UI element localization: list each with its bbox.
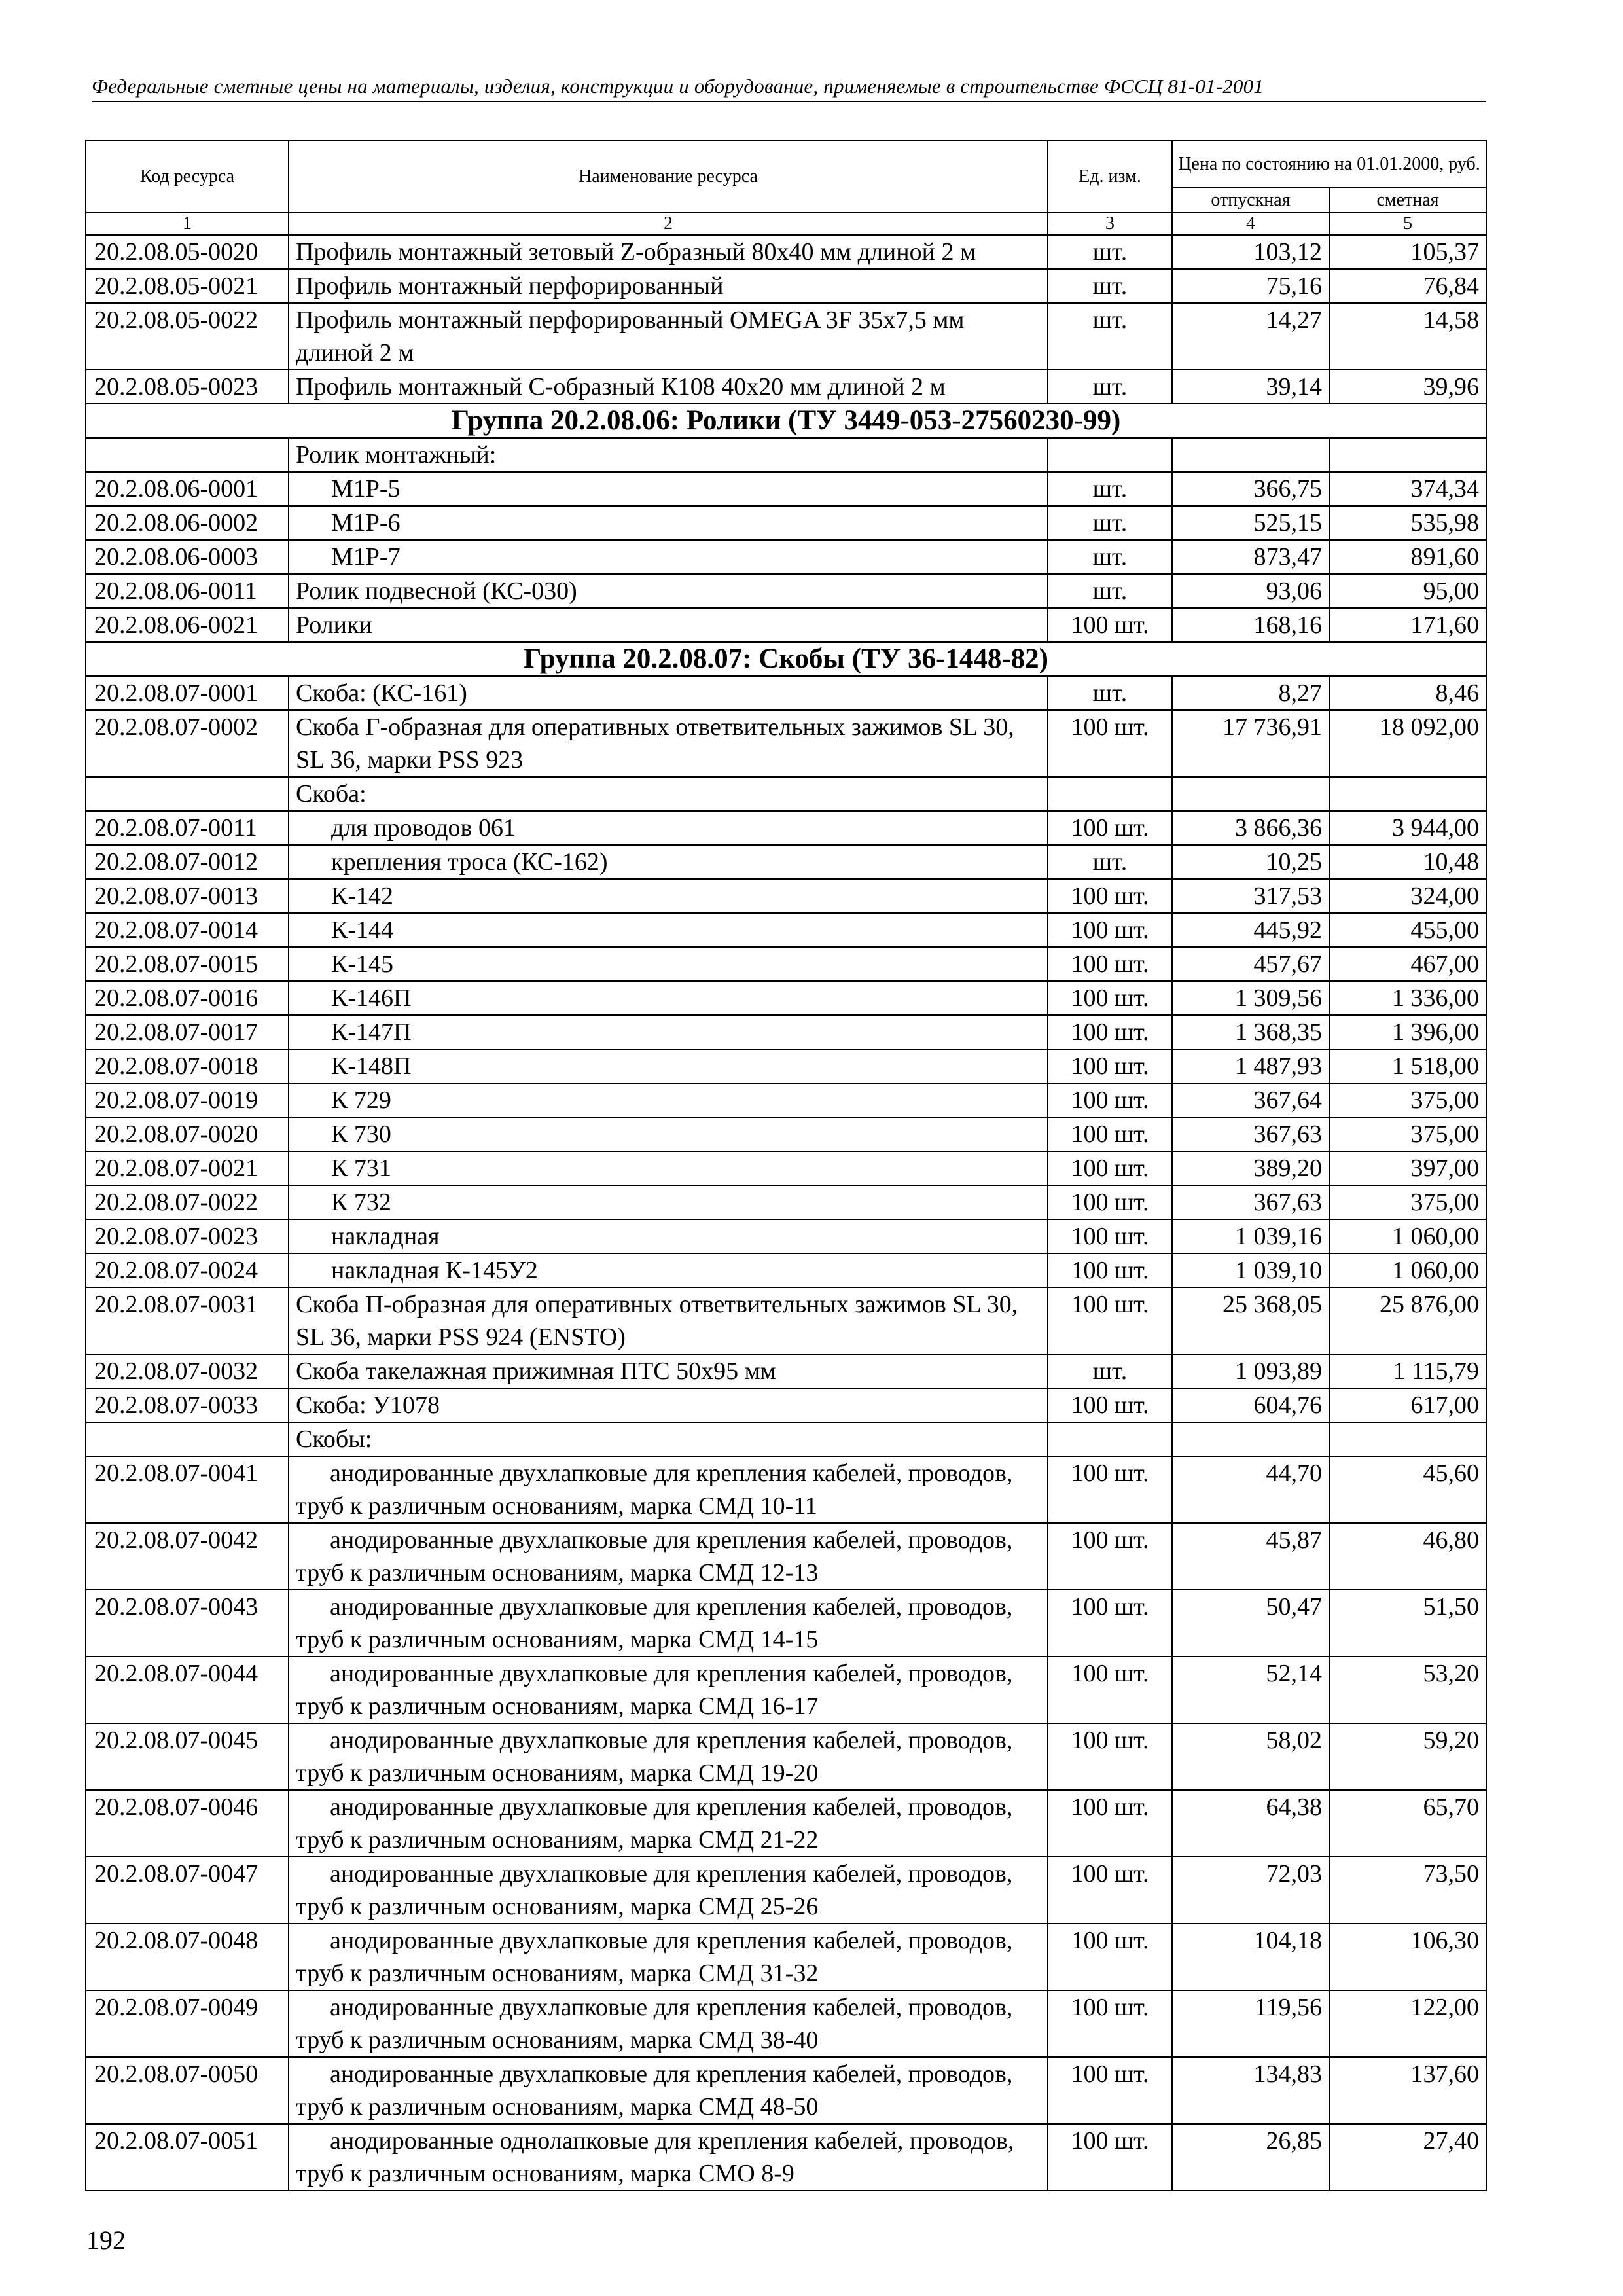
cell-code: 20.2.08.05-0021 <box>86 269 289 303</box>
cell-code: 20.2.08.07-0033 <box>86 1388 289 1422</box>
cell-price-release: 1 039,10 <box>1172 1253 1329 1287</box>
cell-name: К-148П <box>289 1049 1048 1083</box>
cell-unit: 100 шт. <box>1048 947 1172 981</box>
cell-price-release <box>1172 1422 1329 1456</box>
cell-price-estimate: 14,58 <box>1329 303 1486 370</box>
table-row <box>86 1287 1486 1354</box>
table-row <box>86 1185 1486 1219</box>
cell-unit: 100 шт. <box>1048 1857 1172 1924</box>
cell-price-release: 873,47 <box>1172 540 1329 574</box>
cell-price-release: 457,67 <box>1172 947 1329 981</box>
cell-price-release: 1 309,56 <box>1172 981 1329 1015</box>
cell-price-release: 1 368,35 <box>1172 1015 1329 1049</box>
cell-price-estimate: 46,80 <box>1329 1523 1486 1590</box>
table-row <box>86 1388 1486 1422</box>
cell-name: Скоба Г-образная для оперативных ответвительных зажимов SL 30, SL 36, марки PSS 923 <box>289 710 1048 777</box>
cell-code: 20.2.08.05-0020 <box>86 235 289 269</box>
cell-price-release: 75,16 <box>1172 269 1329 303</box>
cell-price-release: 367,63 <box>1172 1185 1329 1219</box>
cell-price-estimate: 105,37 <box>1329 235 1486 269</box>
cell-code: 20.2.08.07-0015 <box>86 947 289 981</box>
cell-unit: шт. <box>1048 506 1172 540</box>
cell-unit: 100 шт. <box>1048 1151 1172 1185</box>
header-price-estimate: сметная <box>1329 188 1486 213</box>
table-row <box>86 777 1486 811</box>
cell-unit: 100 шт. <box>1048 1523 1172 1590</box>
cell-price-release: 3 866,36 <box>1172 811 1329 845</box>
table-row <box>86 540 1486 574</box>
cell-price-estimate: 95,00 <box>1329 574 1486 608</box>
cell-price-estimate: 617,00 <box>1329 1388 1486 1422</box>
cell-price-estimate: 324,00 <box>1329 879 1486 913</box>
table-row <box>86 811 1486 845</box>
cell-name: К-144 <box>289 913 1048 947</box>
cell-unit: 100 шт. <box>1048 1723 1172 1790</box>
price-table <box>85 140 1487 2191</box>
header-unit: Ед. изм. <box>1048 141 1172 213</box>
cell-name: крепления троса (КС-162) <box>289 845 1048 879</box>
cell-unit: шт. <box>1048 845 1172 879</box>
cell-unit: 100 шт. <box>1048 1083 1172 1117</box>
cell-unit: 100 шт. <box>1048 811 1172 845</box>
cell-unit: 100 шт. <box>1048 879 1172 913</box>
cell-price-release: 119,56 <box>1172 1990 1329 2057</box>
cell-unit: 100 шт. <box>1048 1388 1172 1422</box>
cell-price-estimate: 455,00 <box>1329 913 1486 947</box>
col-number: 5 <box>1329 213 1486 235</box>
table-row <box>86 574 1486 608</box>
cell-code: 20.2.08.07-0023 <box>86 1219 289 1253</box>
table-row <box>86 1219 1486 1253</box>
cell-code: 20.2.08.07-0017 <box>86 1015 289 1049</box>
cell-name: анодированные двухлапковые для крепления кабелей, проводов, труб к различным основаниям, марка СМД 14-15 <box>289 1590 1048 1657</box>
cell-unit: 100 шт. <box>1048 981 1172 1015</box>
cell-price-estimate: 27,40 <box>1329 2124 1486 2191</box>
cell-unit: 100 шт. <box>1048 1117 1172 1151</box>
cell-name: Ролик подвесной (КС-030) <box>289 574 1048 608</box>
table-row <box>86 1657 1486 1723</box>
cell-price-release: 17 736,91 <box>1172 710 1329 777</box>
col-number: 2 <box>289 213 1048 235</box>
cell-code <box>86 777 289 811</box>
cell-name: Скоба такелажная прижимная ПТС 50x95 мм <box>289 1354 1048 1388</box>
cell-name: Профиль монтажный С-образный К108 40x20 мм длиной 2 м <box>289 370 1048 404</box>
cell-code: 20.2.08.06-0001 <box>86 472 289 506</box>
cell-price-release: 168,16 <box>1172 608 1329 642</box>
cell-price-release: 317,53 <box>1172 879 1329 913</box>
header-name: Наименование ресурса <box>289 141 1048 213</box>
cell-price-release: 604,76 <box>1172 1388 1329 1422</box>
table-row <box>86 370 1486 404</box>
cell-name: Ролик монтажный: <box>289 438 1048 472</box>
cell-price-release: 103,12 <box>1172 235 1329 269</box>
col-number: 3 <box>1048 213 1172 235</box>
table-row <box>86 1253 1486 1287</box>
group-heading: Группа 20.2.08.07: Скобы (ТУ 36-1448-82) <box>86 642 1486 676</box>
cell-unit: шт. <box>1048 303 1172 370</box>
table-row <box>86 947 1486 981</box>
cell-price-estimate: 3 944,00 <box>1329 811 1486 845</box>
cell-name: Профиль монтажный перфорированный <box>289 269 1048 303</box>
cell-unit: шт. <box>1048 676 1172 710</box>
header-code: Код ресурса <box>86 141 289 213</box>
cell-name: К 730 <box>289 1117 1048 1151</box>
cell-unit: 100 шт. <box>1048 1924 1172 1990</box>
cell-price-release: 367,64 <box>1172 1083 1329 1117</box>
cell-code: 20.2.08.07-0048 <box>86 1924 289 1990</box>
cell-price-estimate: 375,00 <box>1329 1117 1486 1151</box>
cell-code: 20.2.08.07-0050 <box>86 2057 289 2124</box>
cell-unit: 100 шт. <box>1048 1590 1172 1657</box>
cell-name: анодированные двухлапковые для крепления кабелей, проводов, труб к различным основаниям, марка СМД 48-50 <box>289 2057 1048 2124</box>
cell-price-estimate: 65,70 <box>1329 1790 1486 1857</box>
cell-name: анодированные двухлапковые для крепления кабелей, проводов, труб к различным основаниям, марка СМД 38-40 <box>289 1990 1048 2057</box>
cell-unit <box>1048 1422 1172 1456</box>
cell-price-release: 1 093,89 <box>1172 1354 1329 1388</box>
cell-price-release: 58,02 <box>1172 1723 1329 1790</box>
header-price-release: отпускная <box>1172 188 1329 213</box>
cell-price-estimate: 467,00 <box>1329 947 1486 981</box>
cell-code: 20.2.08.07-0019 <box>86 1083 289 1117</box>
cell-code: 20.2.08.07-0044 <box>86 1657 289 1723</box>
cell-unit: 100 шт. <box>1048 1287 1172 1354</box>
cell-price-estimate: 73,50 <box>1329 1857 1486 1924</box>
cell-name: Скобы: <box>289 1422 1048 1456</box>
cell-name: Ролики <box>289 608 1048 642</box>
cell-price-estimate: 18 092,00 <box>1329 710 1486 777</box>
cell-code: 20.2.08.07-0021 <box>86 1151 289 1185</box>
cell-name: Скоба: (КС-161) <box>289 676 1048 710</box>
cell-unit: 100 шт. <box>1048 913 1172 947</box>
table-row <box>86 438 1486 472</box>
cell-code: 20.2.08.07-0043 <box>86 1590 289 1657</box>
cell-name: анодированные двухлапковые для крепления кабелей, проводов, труб к различным основаниям, марка СМД 21-22 <box>289 1790 1048 1857</box>
cell-name: Профиль монтажный зетовый Z-образный 80x40 мм длиной 2 м <box>289 235 1048 269</box>
table-body <box>86 235 1486 2191</box>
table-row <box>86 845 1486 879</box>
cell-price-estimate: 39,96 <box>1329 370 1486 404</box>
cell-price-estimate: 8,46 <box>1329 676 1486 710</box>
cell-unit: 100 шт. <box>1048 608 1172 642</box>
cell-unit: шт. <box>1048 574 1172 608</box>
cell-price-release: 525,15 <box>1172 506 1329 540</box>
cell-name: К-146П <box>289 981 1048 1015</box>
cell-price-estimate: 1 060,00 <box>1329 1253 1486 1287</box>
table-row <box>86 2124 1486 2191</box>
cell-name: накладная К-145У2 <box>289 1253 1048 1287</box>
cell-price-release: 366,75 <box>1172 472 1329 506</box>
group-heading-row <box>86 404 1486 438</box>
table-row <box>86 1590 1486 1657</box>
page-number: 192 <box>86 2225 126 2255</box>
cell-name: накладная <box>289 1219 1048 1253</box>
cell-price-estimate: 1 115,79 <box>1329 1354 1486 1388</box>
cell-code: 20.2.08.07-0046 <box>86 1790 289 1857</box>
table-row <box>86 1790 1486 1857</box>
cell-price-release: 1 487,93 <box>1172 1049 1329 1083</box>
table-row <box>86 303 1486 370</box>
table-row <box>86 1049 1486 1083</box>
table-row <box>86 1015 1486 1049</box>
cell-name: анодированные двухлапковые для крепления кабелей, проводов, труб к различным основаниям, марка СМД 12-13 <box>289 1523 1048 1590</box>
cell-code: 20.2.08.07-0018 <box>86 1049 289 1083</box>
cell-name: Скоба: У1078 <box>289 1388 1048 1422</box>
cell-unit: 100 шт. <box>1048 2124 1172 2191</box>
cell-code: 20.2.08.07-0001 <box>86 676 289 710</box>
table-row <box>86 472 1486 506</box>
cell-code: 20.2.08.07-0011 <box>86 811 289 845</box>
cell-name: Скоба: <box>289 777 1048 811</box>
cell-code: 20.2.08.06-0003 <box>86 540 289 574</box>
cell-name: К 731 <box>289 1151 1048 1185</box>
cell-price-estimate: 1 336,00 <box>1329 981 1486 1015</box>
cell-price-estimate: 51,50 <box>1329 1590 1486 1657</box>
cell-code: 20.2.08.07-0031 <box>86 1287 289 1354</box>
cell-price-estimate: 374,34 <box>1329 472 1486 506</box>
cell-price-release: 39,14 <box>1172 370 1329 404</box>
cell-unit: 100 шт. <box>1048 1253 1172 1287</box>
cell-name: анодированные двухлапковые для крепления кабелей, проводов, труб к различным основаниям, марка СМД 31-32 <box>289 1924 1048 1990</box>
cell-price-estimate: 53,20 <box>1329 1657 1486 1723</box>
cell-code: 20.2.08.07-0020 <box>86 1117 289 1151</box>
cell-name: анодированные двухлапковые для крепления кабелей, проводов, труб к различным основаниям, марка СМД 10-11 <box>289 1456 1048 1523</box>
cell-unit: 100 шт. <box>1048 1456 1172 1523</box>
cell-code <box>86 438 289 472</box>
cell-price-release: 50,47 <box>1172 1590 1329 1657</box>
table-row <box>86 2057 1486 2124</box>
cell-name: К-142 <box>289 879 1048 913</box>
table-row <box>86 676 1486 710</box>
cell-unit: 100 шт. <box>1048 1015 1172 1049</box>
cell-code: 20.2.08.07-0024 <box>86 1253 289 1287</box>
cell-unit: 100 шт. <box>1048 710 1172 777</box>
cell-price-estimate: 59,20 <box>1329 1723 1486 1790</box>
cell-name: анодированные двухлапковые для крепления кабелей, проводов, труб к различным основаниям, марка СМД 16-17 <box>289 1657 1048 1723</box>
cell-price-release: 8,27 <box>1172 676 1329 710</box>
cell-price-release: 45,87 <box>1172 1523 1329 1590</box>
cell-price-estimate: 45,60 <box>1329 1456 1486 1523</box>
cell-unit: 100 шт. <box>1048 2057 1172 2124</box>
group-heading-row <box>86 642 1486 676</box>
cell-code: 20.2.08.05-0023 <box>86 370 289 404</box>
cell-name: Профиль монтажный перфорированный OMEGA 3F 35x7,5 мм длиной 2 м <box>289 303 1048 370</box>
cell-name: анодированные однолапковые для крепления кабелей, проводов, труб к различным основаниям, марка СМО 8-9 <box>289 2124 1048 2191</box>
cell-price-release: 134,83 <box>1172 2057 1329 2124</box>
cell-price-release: 26,85 <box>1172 2124 1329 2191</box>
cell-code: 20.2.08.07-0012 <box>86 845 289 879</box>
cell-unit: шт. <box>1048 269 1172 303</box>
cell-price-estimate: 375,00 <box>1329 1083 1486 1117</box>
cell-unit: 100 шт. <box>1048 1790 1172 1857</box>
cell-code: 20.2.08.07-0014 <box>86 913 289 947</box>
table-row <box>86 1723 1486 1790</box>
cell-price-estimate: 106,30 <box>1329 1924 1486 1990</box>
cell-price-release: 52,14 <box>1172 1657 1329 1723</box>
cell-price-estimate: 1 060,00 <box>1329 1219 1486 1253</box>
cell-unit: шт. <box>1048 370 1172 404</box>
cell-price-release <box>1172 777 1329 811</box>
cell-unit: 100 шт. <box>1048 1219 1172 1253</box>
cell-price-release: 1 039,16 <box>1172 1219 1329 1253</box>
cell-code: 20.2.08.07-0041 <box>86 1456 289 1523</box>
running-header: Федеральные сметные цены на материалы, изделия, конструкции и оборудование, применяемые в строительстве ФССЦ 81-01-2001 <box>92 73 1486 102</box>
table-row <box>86 1083 1486 1117</box>
table-row <box>86 235 1486 269</box>
cell-unit: шт. <box>1048 1354 1172 1388</box>
table-row <box>86 1151 1486 1185</box>
cell-unit: 100 шт. <box>1048 1185 1172 1219</box>
cell-name: для проводов 061 <box>289 811 1048 845</box>
cell-price-estimate: 122,00 <box>1329 1990 1486 2057</box>
cell-code: 20.2.08.06-0021 <box>86 608 289 642</box>
cell-name: Скоба П-образная для оперативных ответвительных зажимов SL 30, SL 36, марки PSS 924 (ENSTO) <box>289 1287 1048 1354</box>
cell-price-estimate: 891,60 <box>1329 540 1486 574</box>
cell-name: М1Р-6 <box>289 506 1048 540</box>
cell-code: 20.2.08.06-0002 <box>86 506 289 540</box>
cell-price-estimate: 25 876,00 <box>1329 1287 1486 1354</box>
cell-price-release: 104,18 <box>1172 1924 1329 1990</box>
cell-price-release: 10,25 <box>1172 845 1329 879</box>
cell-code: 20.2.08.07-0045 <box>86 1723 289 1790</box>
cell-price-release: 25 368,05 <box>1172 1287 1329 1354</box>
table-row <box>86 1456 1486 1523</box>
table-row <box>86 1422 1486 1456</box>
table-row <box>86 1924 1486 1990</box>
cell-code: 20.2.08.07-0016 <box>86 981 289 1015</box>
cell-unit <box>1048 438 1172 472</box>
cell-code: 20.2.08.07-0002 <box>86 710 289 777</box>
cell-price-release: 445,92 <box>1172 913 1329 947</box>
cell-price-release: 14,27 <box>1172 303 1329 370</box>
cell-price-release: 93,06 <box>1172 574 1329 608</box>
cell-unit: шт. <box>1048 235 1172 269</box>
cell-code: 20.2.08.06-0011 <box>86 574 289 608</box>
cell-code: 20.2.08.07-0032 <box>86 1354 289 1388</box>
cell-price-release <box>1172 438 1329 472</box>
cell-price-estimate: 397,00 <box>1329 1151 1486 1185</box>
cell-price-estimate: 1 518,00 <box>1329 1049 1486 1083</box>
cell-name: М1Р-5 <box>289 472 1048 506</box>
cell-name: К-147П <box>289 1015 1048 1049</box>
cell-name: анодированные двухлапковые для крепления кабелей, проводов, труб к различным основаниям, марка СМД 25-26 <box>289 1857 1048 1924</box>
cell-code: 20.2.08.07-0051 <box>86 2124 289 2191</box>
table-row <box>86 913 1486 947</box>
table-row <box>86 1523 1486 1590</box>
cell-unit: 100 шт. <box>1048 1990 1172 2057</box>
table-row <box>86 608 1486 642</box>
cell-code <box>86 1422 289 1456</box>
cell-unit: шт. <box>1048 472 1172 506</box>
cell-unit: 100 шт. <box>1048 1657 1172 1723</box>
cell-price-estimate <box>1329 777 1486 811</box>
cell-name: К 732 <box>289 1185 1048 1219</box>
cell-name: М1Р-7 <box>289 540 1048 574</box>
cell-name: К 729 <box>289 1083 1048 1117</box>
cell-price-estimate: 1 396,00 <box>1329 1015 1486 1049</box>
cell-price-estimate: 171,60 <box>1329 608 1486 642</box>
table-row <box>86 879 1486 913</box>
cell-price-estimate <box>1329 1422 1486 1456</box>
cell-price-release: 64,38 <box>1172 1790 1329 1857</box>
cell-price-release: 72,03 <box>1172 1857 1329 1924</box>
cell-code: 20.2.08.07-0047 <box>86 1857 289 1924</box>
cell-price-estimate: 535,98 <box>1329 506 1486 540</box>
cell-code: 20.2.08.07-0022 <box>86 1185 289 1219</box>
table-row <box>86 269 1486 303</box>
cell-price-estimate: 10,48 <box>1329 845 1486 879</box>
cell-name: К-145 <box>289 947 1048 981</box>
table-row <box>86 1117 1486 1151</box>
table-row <box>86 1354 1486 1388</box>
cell-price-release: 44,70 <box>1172 1456 1329 1523</box>
cell-code: 20.2.08.05-0022 <box>86 303 289 370</box>
col-number: 1 <box>86 213 289 235</box>
cell-price-estimate: 375,00 <box>1329 1185 1486 1219</box>
cell-unit: шт. <box>1048 540 1172 574</box>
cell-price-estimate: 76,84 <box>1329 269 1486 303</box>
cell-code: 20.2.08.07-0042 <box>86 1523 289 1590</box>
col-number: 4 <box>1172 213 1329 235</box>
group-heading: Группа 20.2.08.06: Ролики (ТУ 3449-053-27560230-99) <box>86 404 1486 438</box>
cell-price-estimate: 137,60 <box>1329 2057 1486 2124</box>
cell-price-release: 367,63 <box>1172 1117 1329 1151</box>
header-price-group: Цена по состоянию на 01.01.2000, руб. <box>1172 141 1486 188</box>
cell-name: анодированные двухлапковые для крепления кабелей, проводов, труб к различным основаниям, марка СМД 19-20 <box>289 1723 1048 1790</box>
table-row <box>86 1990 1486 2057</box>
table-row <box>86 1857 1486 1924</box>
table-row <box>86 506 1486 540</box>
table-row <box>86 710 1486 777</box>
table-row <box>86 981 1486 1015</box>
cell-unit: 100 шт. <box>1048 1049 1172 1083</box>
cell-price-estimate <box>1329 438 1486 472</box>
cell-price-release: 389,20 <box>1172 1151 1329 1185</box>
cell-code: 20.2.08.07-0013 <box>86 879 289 913</box>
cell-unit <box>1048 777 1172 811</box>
cell-code: 20.2.08.07-0049 <box>86 1990 289 2057</box>
